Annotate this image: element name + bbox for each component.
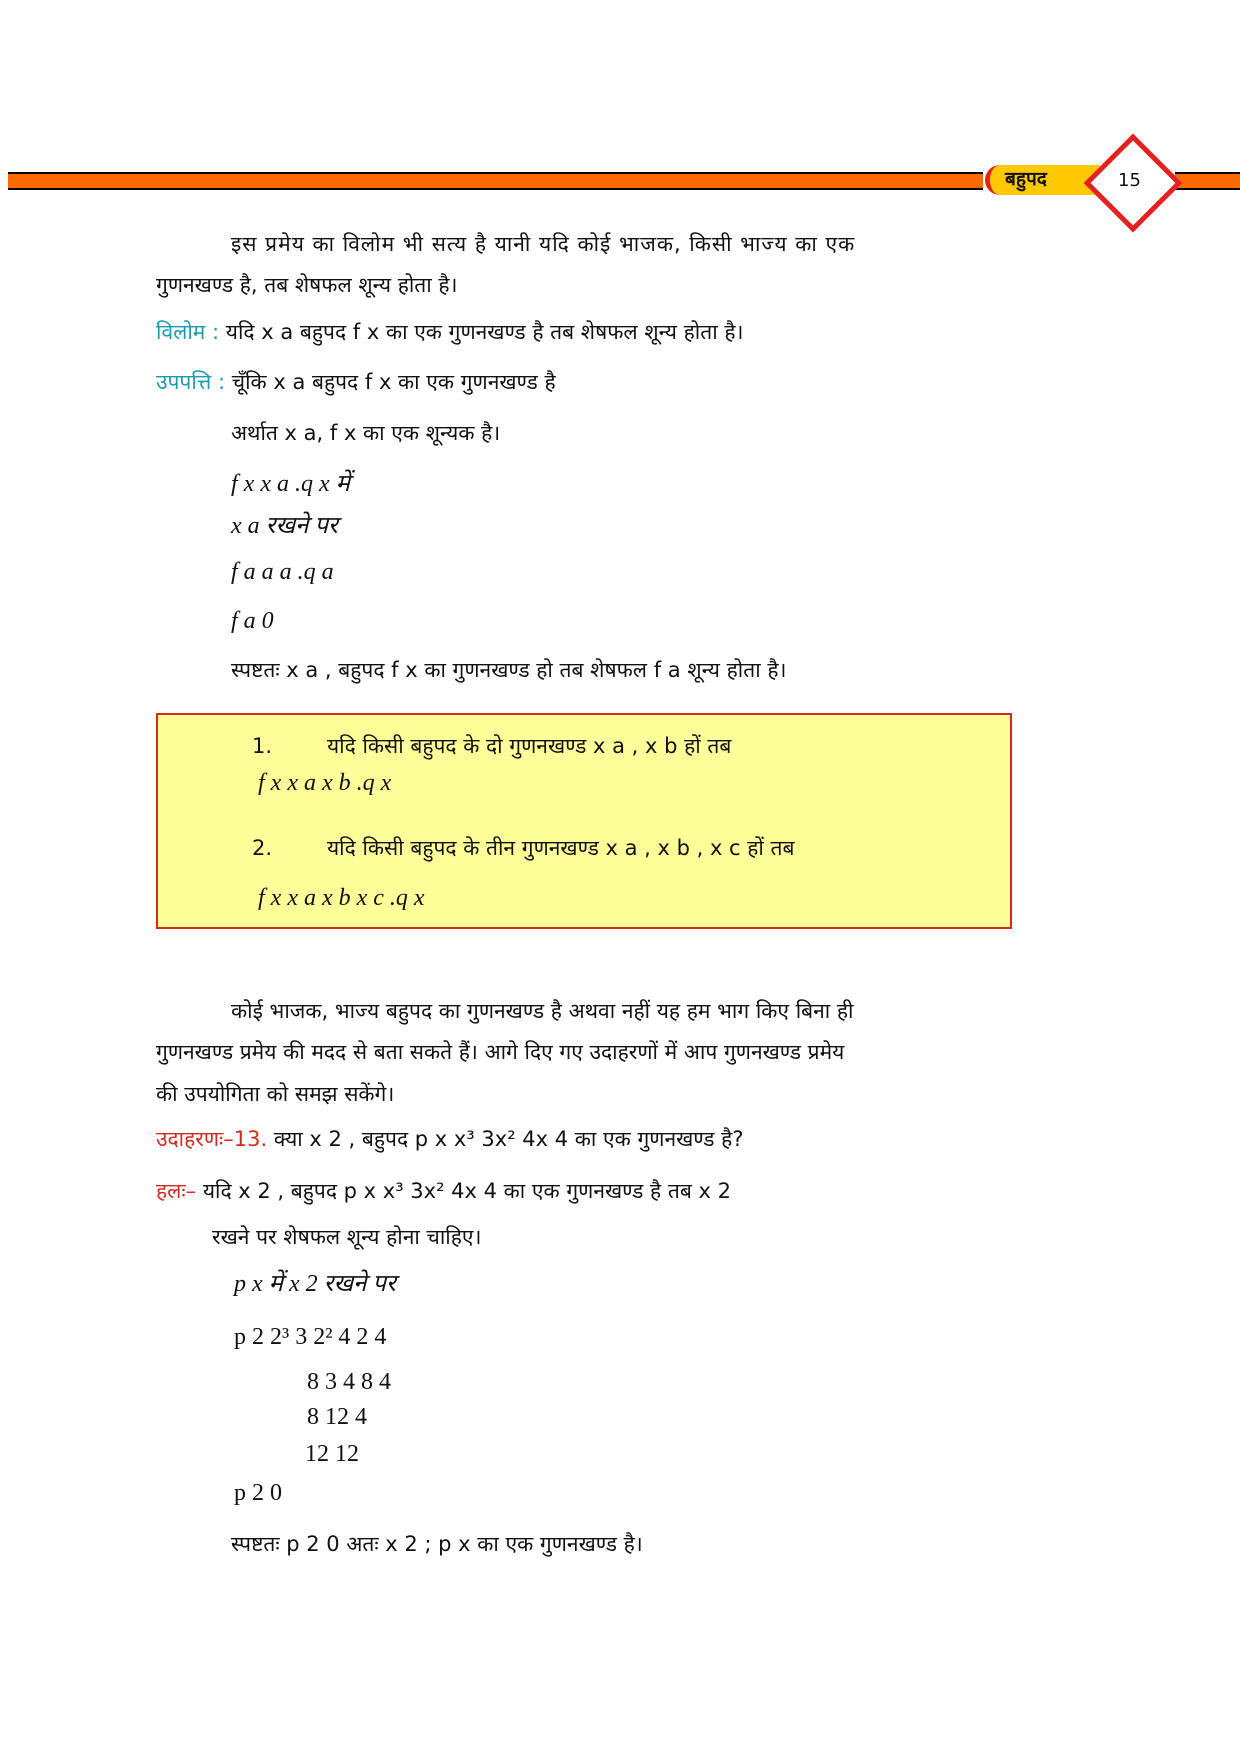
converse-label: विलोम :	[156, 320, 220, 344]
page-number: 15	[1118, 170, 1141, 191]
box-item-formula: f x x a x b .q x	[258, 770, 392, 796]
solution-line: 8 12 4	[307, 1404, 367, 1430]
header-rule-left	[8, 172, 983, 190]
paragraph-line: की उपयोगिता को समझ सकेंगे।	[156, 1082, 395, 1106]
solution-text: यदि x 2 , बहुपद p x x³ 3x² 4x 4 का एक गुणनखण्ड है तब x 2	[202, 1179, 731, 1203]
solution-label: हलः–	[156, 1179, 197, 1203]
proof-label: उपपत्ति :	[156, 370, 226, 394]
paragraph-line: कोई भाजक, भाज्य बहुपद का गुणनखण्ड है अथवा नहीं यह हम भाग किए बिना ही	[231, 999, 854, 1023]
converse-text: यदि x a बहुपद f x का एक गुणनखण्ड है तब शेषफल शून्य होता है।	[225, 320, 744, 344]
header-rule-right	[1175, 172, 1240, 190]
solution-line: रखने पर शेषफल शून्य होना चाहिए।	[212, 1225, 482, 1249]
solution-line: 8 3 4 8 4	[307, 1369, 391, 1395]
solution-line: p x में x 2 रखने पर	[234, 1271, 396, 1297]
box-item-formula: f x x a x b x c .q x	[258, 885, 425, 911]
box-item-text: यदि किसी बहुपद के दो गुणनखण्ड x a , x b हों तब	[327, 734, 732, 758]
solution-line: 12 12	[305, 1441, 359, 1467]
proof-text: चूँकि x a बहुपद f x का एक गुणनखण्ड है	[231, 370, 556, 394]
solution-line: p 2 0	[234, 1480, 282, 1506]
proof-conclusion: स्पष्टतः x a , बहुपद f x का गुणनखण्ड हो तब शेषफल f a शून्य होता है।	[231, 658, 787, 682]
proof-line: f a 0	[231, 608, 274, 634]
solution-line: p 2 2³ 3 2² 4 2 4	[234, 1324, 387, 1350]
example-label: उदाहरणः–13.	[156, 1127, 268, 1151]
proof-line: x a रखने पर	[231, 513, 338, 539]
proof-line: अर्थात x a, f x का एक शून्यक है।	[231, 421, 501, 445]
proof-line: f a a a .q a	[231, 559, 334, 585]
chapter-title: बहुपद	[1005, 168, 1047, 190]
proof-line: f x x a .q x में	[231, 471, 350, 497]
box-item-text: यदि किसी बहुपद के तीन गुणनखण्ड x a , x b , x c हों तब	[327, 836, 795, 860]
box-item-number: 2.	[252, 836, 273, 860]
solution-conclusion: स्पष्टतः p 2 0 अतः x 2 ; p x का एक गुणनखण्ड है।	[231, 1532, 643, 1556]
paragraph-line: इस प्रमेय का विलोम भी सत्य है यानी यदि कोई भाजक, किसी भाज्य का एक	[231, 232, 856, 256]
example-text: क्या x 2 , बहुपद p x x³ 3x² 4x 4 का एक गुणनखण्ड है?	[273, 1127, 744, 1151]
paragraph-line: गुणनखण्ड प्रमेय की मदद से बता सकते हैं। आगे दिए गए उदाहरणों में आप गुणनखण्ड प्रमेय	[156, 1040, 845, 1064]
box-item-number: 1.	[252, 734, 273, 758]
paragraph-line: गुणनखण्ड है, तब शेषफल शून्य होता है।	[156, 273, 458, 297]
